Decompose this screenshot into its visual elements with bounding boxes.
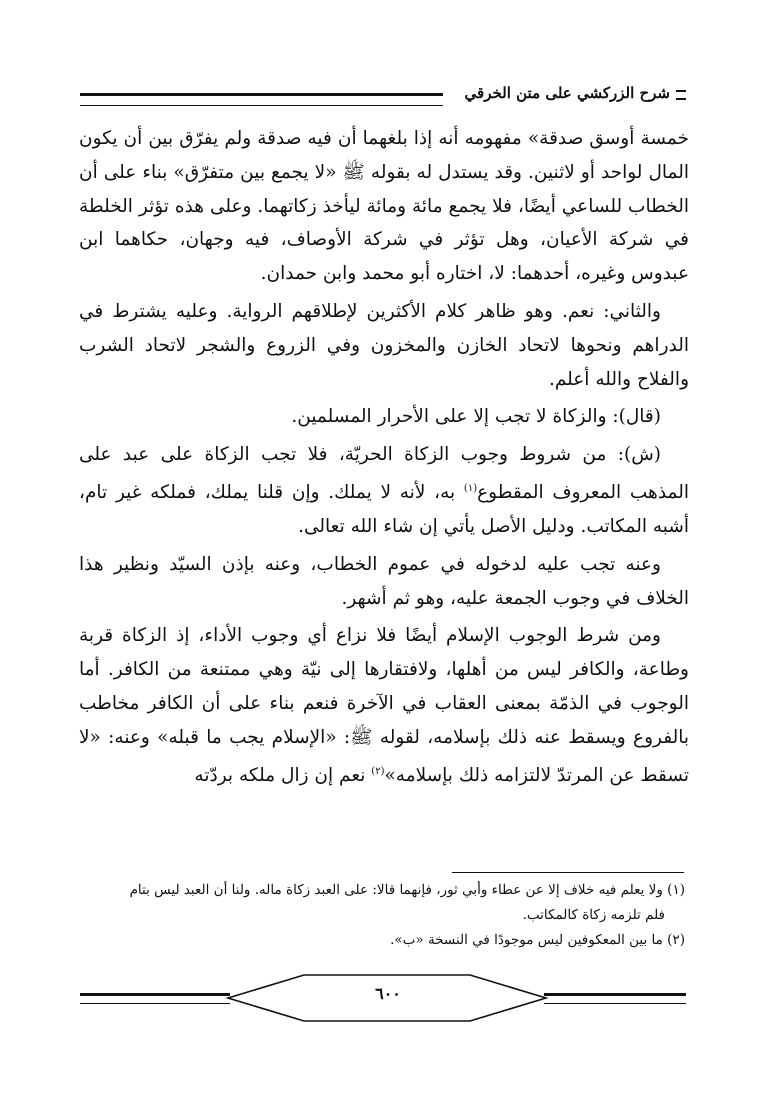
paragraph-4 (79, 438, 689, 544)
footnote-ref-2[interactable]: (٢) (371, 765, 385, 777)
page-number-rule-right (544, 993, 686, 1004)
footnote-separator (452, 872, 684, 873)
paragraph-1: خمسة أوسق صدقة» مفهومه أنه إذا بلغهما أن فيه صدقة ولم يفرّق بين أن يكون المال لواحد أو لاثنين. وقد يستدل له بقوله ﷺ «لا يجمع بين متفرّق» بناء على أن الخطاب للساعي أيضًا، فلا يجمع مائة ومائة ليأخذ زكاتهما. وعلى هذه تؤثر الخلطة في شركة الأعيان، وهل تؤثر في شركة الأوصاف، فيه وجهان، حكاهما ابن عبدوس وغيره، أحدهما: لا، اختاره أبو محمد وابن حمدان. (79, 128, 689, 285)
paragraph-4-rest: به، لأنه لا يملك. وإن قلنا يملك، فملكه غير تام، أشبه المكاتب. ودليل الأصل يأتي إن شاء الله تعالى. (79, 482, 689, 537)
footnote-ref-1[interactable]: (١) (463, 482, 478, 494)
page-number-rule-left (80, 993, 230, 1004)
footnote-2: (٢) ما بين المعكوفين ليس موجودًا في النسخة «ب». (390, 932, 685, 948)
page-number: ٦٠٠ (375, 984, 401, 1003)
footnote-1-line-1: (١) ولا يعلم فيه خلاف إلا عن عطاء وأبي ثور، فإنهما قالا: على العبد زكاة ماله. ولنا أن العبد ليس بتام (129, 882, 685, 898)
paragraph-5: وعنه تجب عليه لدخوله في عموم الخطاب، وعنه بإذن السيّد ونظير هذا الخلاف في وجوب الجمعة عليه، وهو ثم أشهر. (79, 553, 689, 609)
footnote-1-line-2: فلم تلزمه زكاة كالمكاتب. (522, 907, 665, 923)
header-dash-mark (676, 90, 686, 100)
paragraph-6-rest: نعم إن زال ملكه بردّته (194, 764, 372, 786)
main-text (79, 122, 689, 796)
paragraph-6-text: ومن شرط الوجوب الإسلام أيضًا فلا نزاع أي وجوب الأداء، إذ الزكاة قربة وطاعة، والكافر ليس من أهلها، ولافتقارها إلى نيّة وهي ممتنعة من الكافر. أما الوجوب في الذمّة بمعنى العقاب في الآخرة فنعم بناء على أن الكافر مخاطب بالفروع ويسقط عنه ذلك بإسلامه، لقوله ﷺ: «الإسلام يجب ما قبله» وعنه: «لا تسقط عن المرتدّ لالتزامه ذلك بإسلامه» (79, 625, 689, 786)
paragraph-2: والثاني: نعم. وهو ظاهر كلام الأكثرين لإطلاقهم الرواية. وعليه يشترط في الدراهم ونحوها لاتحاد الخازن والمخزون وفي الزروع والشجر لاتحاد الشرب والفلاح والله أعلم. (79, 300, 689, 390)
paragraph-6 (79, 619, 689, 792)
header-rule (80, 93, 443, 106)
running-header-title: شرح الزركشي على متن الخرقي (464, 84, 670, 102)
footnotes (79, 878, 685, 953)
paragraph-4-text: (ش): من شروط وجوب الزكاة الحريّة، فلا تجب الزكاة على عبد على المذهب المعروف المقطوع (79, 444, 689, 504)
paragraph-3: (قال): والزكاة لا تجب إلا على الأحرار المسلمين. (291, 406, 661, 428)
